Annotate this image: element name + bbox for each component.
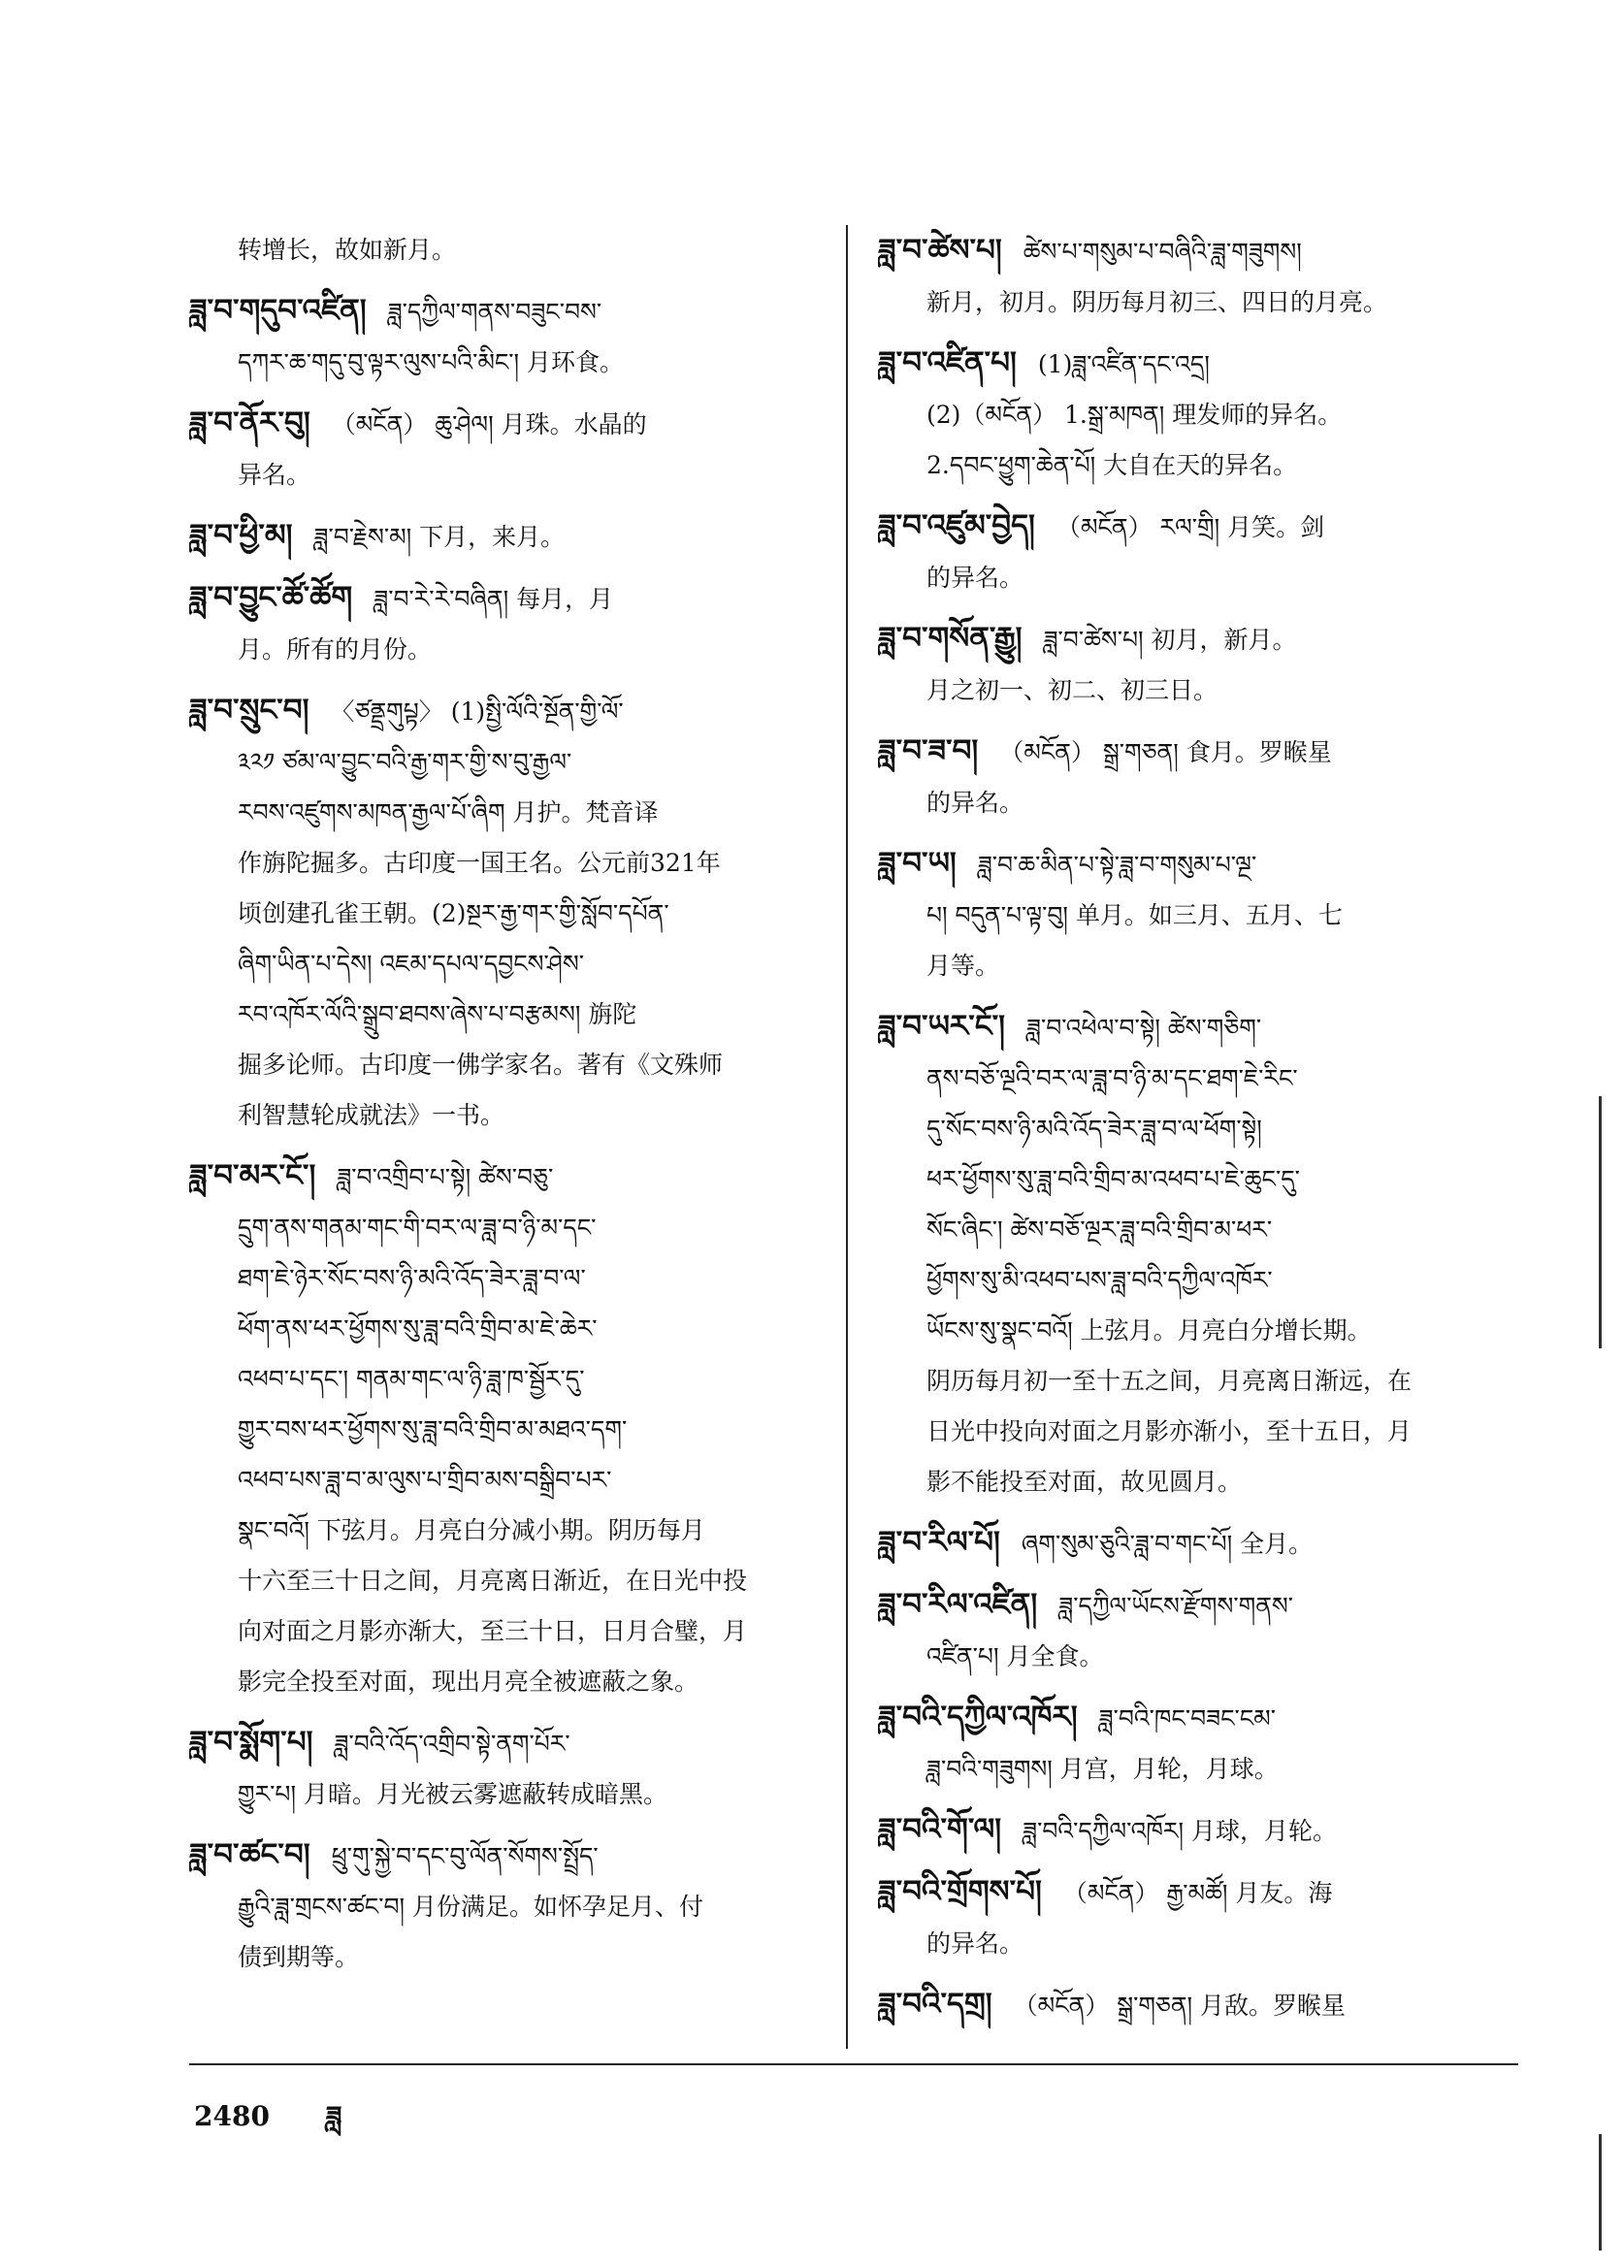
definition-line: 转增长，故如新月。 bbox=[238, 236, 457, 264]
definition-text: ཟླ་བ་འཕེལ་བ་སྟེ། ཚེས་གཅིག་ bbox=[1026, 1014, 1262, 1042]
headword: ཟླ་བ་ཡར་ངོ་། bbox=[878, 1009, 1006, 1044]
definition-line: དུ་སོང་བས་ཉི་མའི་འོད་ཟེར་ཟླ་བ་ལ་ཕོག་སྟེ། bbox=[926, 1115, 1262, 1143]
headword: ཟླ་བ་འཛིན་པ། bbox=[878, 345, 1017, 380]
definition-line: 2.དབང་ཕྱུག་ཆེན་པོ། 大自在天的异名。 bbox=[926, 451, 1298, 479]
definition-text: ཟླ་བ་རེ་རེ་བཞིན། 每月，月 bbox=[374, 585, 614, 613]
definition-line: 掘多论师。古印度一佛学家名。著有《文殊师 bbox=[238, 1051, 724, 1079]
definition-line: 异名。 bbox=[238, 461, 311, 489]
definition-line: 的异名。 bbox=[926, 564, 1024, 592]
column-divider bbox=[846, 225, 848, 2049]
dictionary-entry bbox=[189, 1830, 825, 1983]
definition-text: ཟླ་བའི་འོད་འགྲིབ་སྟེ་ནག་པོར་ bbox=[334, 1730, 570, 1758]
scan-edge-mark bbox=[1599, 2134, 1602, 2251]
footer-rule bbox=[189, 2063, 1518, 2065]
entry-first-line bbox=[189, 572, 825, 625]
definition-line: 月。所有的月份。 bbox=[238, 635, 433, 664]
headword: ཟླ་བ་རིལ་འཛིན། bbox=[878, 1587, 1038, 1622]
definition-text: 〈ཙནྡྲགུཔྟ〉 (1)སྤྱི་ལོའི་སྔོན་གྱི་ལོ་ bbox=[330, 697, 624, 726]
dictionary-entry bbox=[189, 225, 825, 275]
entry-first-line bbox=[878, 726, 1518, 778]
definition-line: ནས་བཅོ་ལྔའི་བར་ལ་ཟླ་བ་ཉི་མ་དང་ཐག་ཇེ་རིང་ bbox=[926, 1064, 1298, 1092]
running-head: ཟླ bbox=[325, 2100, 342, 2132]
definition-text: ཟླ་དཀྱིལ་གནས་བཟུང་བས་ bbox=[387, 298, 602, 326]
entry-first-line bbox=[878, 1692, 1518, 1744]
definition-line: ཡོངས་སུ་སྣང་བའོ། 上弦月。月亮白分增长期。 bbox=[926, 1316, 1372, 1345]
dictionary-entry bbox=[878, 1979, 1518, 2031]
definition-text: (1)ཟླ་འཛིན་དང་འདྲ། bbox=[1037, 350, 1210, 378]
entry-first-line bbox=[878, 1979, 1518, 2031]
dictionary-entry bbox=[189, 1150, 825, 1707]
definition-text: （མངོན） སྒྲ་གཅན། 食月。罗睺星 bbox=[999, 738, 1332, 766]
definition-line: གྱུར་བས་ཕར་ཕྱོགས་སུ་ཟླ་བའི་གྲིབ་མ་མཐའ་དག་ bbox=[238, 1415, 628, 1443]
dictionary-entry bbox=[189, 572, 825, 675]
definition-line: 日光中投向对面之月影亦渐小，至十五日，月 bbox=[926, 1417, 1413, 1445]
entry-first-line bbox=[189, 685, 825, 737]
headword: ཟླ་བའི་དཀྱིལ་འཁོར། bbox=[878, 1700, 1078, 1734]
headword: ཟླ་བ་སྲུང་བ། bbox=[189, 693, 309, 728]
definition-text: ཟླ་བ་འགྲིབ་པ་སྟེ། ཚེས་བཅུ་ bbox=[337, 1163, 554, 1191]
headword: ཟླ་བ་རིལ་པོ། bbox=[878, 1525, 1000, 1560]
definition-line: 向对面之月影亦渐大，至三十日，日月合璧，月 bbox=[238, 1617, 748, 1645]
definition-line: འཕབ་པས་ཟླ་བ་མ་ལུས་པ་གྲིབ་མས་བསྒྲིབ་པར་ bbox=[238, 1466, 612, 1494]
entry-first-line bbox=[878, 613, 1518, 665]
dictionary-entry bbox=[189, 285, 825, 388]
definition-line: ཟླ་བའི་གཟུགས། 月宫，月轮，月球。 bbox=[926, 1755, 1279, 1783]
definition-line: 月之初一、初二、初三日。 bbox=[926, 676, 1218, 704]
headword: ཟླ་བ་ཕྱི་མ། bbox=[189, 518, 293, 553]
right-column bbox=[878, 225, 1518, 2041]
dictionary-entry bbox=[189, 685, 825, 1141]
headword: ཟླ་བ་ཚང་བ། bbox=[189, 1837, 310, 1872]
dictionary-entry bbox=[878, 1517, 1518, 1570]
definition-text: ཟླ་བའི་ཁང་བཟང་ངམ་ bbox=[1098, 1704, 1276, 1733]
dictionary-entry bbox=[878, 1804, 1518, 1857]
dictionary-entry bbox=[878, 1579, 1518, 1682]
headword: ཟླ་བ་ཡ། bbox=[878, 846, 957, 881]
definition-line: 影不能投至对面，故见圆月。 bbox=[926, 1468, 1243, 1496]
dictionary-entry bbox=[878, 338, 1518, 491]
headword: ཟླ་བ་མར་ངོ་། bbox=[189, 1158, 316, 1193]
definition-line: སྣང་བའོ། 下弦月。月亮白分减小期。阴历每月 bbox=[238, 1516, 705, 1544]
definition-line: 的异名。 bbox=[926, 789, 1024, 817]
definition-line: གྱུར་པ། 月暗。月光被云雾遮蔽转成暗黑。 bbox=[238, 1780, 667, 1808]
headword: ཟླ་བ་འཛུམ་བྱེད། bbox=[878, 508, 1035, 543]
definition-line: ཕར་ཕྱོགས་སུ་ཟླ་བའི་གྲིབ་མ་འཕབ་པ་ཇེ་ཆུང་དུ་ bbox=[926, 1165, 1300, 1193]
entry-first-line bbox=[878, 1804, 1518, 1857]
definition-line: ༣༢༡ ཙམ་ལ་བྱུང་བའི་རྒྱ་གར་གྱི་ས་བུ་རྒྱལ་ bbox=[238, 748, 572, 776]
definition-line: 作旃陀掘多。古印度一国王名。公元前321年 bbox=[238, 849, 721, 877]
definition-text: ཟླ་བའི་དཀྱིལ་འཁོར། 月球，月轮。 bbox=[1023, 1817, 1337, 1845]
definition-text: （མངོན） རལ་གྲི། 月笑。剑 bbox=[1056, 513, 1325, 541]
definition-text: ཚེས་པ་གསུམ་པ་བཞིའི་ཟླ་གཟུགས། bbox=[1023, 238, 1302, 266]
definition-text: （མངོན） སྒྲ་གཅན། 月敌。罗睺星 bbox=[1013, 1992, 1347, 2020]
headword: ཟླ་བའི་གོ་ལ། bbox=[878, 1812, 1002, 1847]
dictionary-entry bbox=[878, 225, 1518, 328]
dictionary-entry bbox=[878, 1001, 1518, 1507]
definition-text: ཟླ་དཀྱིལ་ཡོངས་རྫོགས་གནས་ bbox=[1058, 1592, 1294, 1620]
definition-line: 阴历每月初一至十五之间，月亮离日渐远，在 bbox=[926, 1367, 1413, 1395]
headword: ཟླ་བ་གདུབ་འཛིན། bbox=[189, 293, 367, 328]
page-footer bbox=[194, 2086, 388, 2162]
definition-line: སོང་ཞིང་། ཚེས་བཅོ་ལྔར་ཟླ་བའི་གྲིབ་མ་ཕར་ bbox=[926, 1215, 1273, 1244]
left-column bbox=[189, 225, 825, 1993]
definition-line: ཐག་ཇེ་ཉེར་སོང་བས་ཉི་མའི་འོད་ཟེར་ཟླ་བ་ལ་ bbox=[238, 1264, 586, 1292]
definition-text: ཟླ་བ་ཆ་མིན་པ་སྟེ་ཟླ་བ་གསུམ་པ་ལྔ་ bbox=[977, 851, 1257, 879]
dictionary-entry bbox=[878, 1692, 1518, 1795]
definition-line: 顷创建孔雀王朝。(2)སྔར་རྒྱ་གར་གྱི་སློབ་དཔོན་ bbox=[238, 899, 669, 927]
entry-first-line bbox=[189, 1717, 825, 1769]
definition-line: དྲུག་ནས་གནམ་གང་གི་བར་ལ་ཟླ་བ་ཉི་མ་དང་ bbox=[238, 1214, 597, 1242]
headword: ཟླ་བ་ཟ་བ། bbox=[878, 733, 979, 768]
definition-line: འཛིན་པ། 月全食。 bbox=[926, 1642, 1104, 1670]
definition-line: ཕྱོགས་སུ་མི་འཕབ་པས་ཟླ་བའི་དཀྱིལ་འཁོར་ bbox=[926, 1266, 1273, 1294]
definition-line: 债到期等。 bbox=[238, 1943, 360, 1971]
entry-first-line bbox=[878, 1517, 1518, 1570]
definition-line: དཀར་ཆ་གདུ་བུ་ལྟར་ལུས་པའི་མིང་། 月环食。 bbox=[238, 348, 625, 376]
entry-first-line bbox=[189, 398, 825, 450]
definition-line: ཞིག་ཡིན་པ་དེས། འཇམ་དཔལ་དབྱངས་ཤེས་ bbox=[238, 950, 584, 978]
definition-line: 十六至三十日之间，月亮离日渐近，在日光中投 bbox=[238, 1567, 748, 1595]
definition-line: པ། བདུན་པ་ལྟ་བུ། 单月。如三月、五月、七 bbox=[926, 901, 1343, 929]
headword: ཟླ་བ་ནོར་བུ། bbox=[189, 405, 310, 440]
definition-line: 影完全投至对面，现出月亮全被遮蔽之象。 bbox=[238, 1668, 699, 1696]
dictionary-entry bbox=[878, 613, 1518, 716]
headword: ཟླ་བ་བྱུང་ཚོ་ཚོག bbox=[189, 580, 353, 615]
dictionary-entry bbox=[878, 726, 1518, 828]
definition-text: ཕྲུ་གུ་སྐྱེ་བ་དང་བུ་ལོན་སོགས་སྤྲོད་ bbox=[331, 1842, 599, 1870]
dictionary-entry bbox=[189, 1717, 825, 1820]
definition-text: ཞག་སུམ་ཅུའི་ཟླ་བ་གང་པོ། 全月。 bbox=[1021, 1530, 1314, 1558]
definition-line: 新月，初月。阴历每月初三、四日的月亮。 bbox=[926, 288, 1388, 316]
definition-line: འཕབ་པ་དང་། གནམ་གང་ལ་ཉི་ཟླ་ཁ་སྦྱོར་དུ་ bbox=[238, 1365, 585, 1393]
entry-first-line bbox=[189, 510, 825, 563]
headword: ཟླ་བ་སྨོག་པ། bbox=[189, 1725, 313, 1760]
definition-line: 的异名。 bbox=[926, 1929, 1024, 1958]
headword: ཟླ་བའི་དགྲ། bbox=[878, 1987, 992, 2022]
headword: ཟླ་བ་གསོན་རྒྱུ། bbox=[878, 621, 1023, 656]
entry-first-line bbox=[878, 501, 1518, 553]
entry-first-line bbox=[189, 1830, 825, 1882]
definition-line: 月等。 bbox=[926, 952, 1000, 980]
scan-edge-mark bbox=[1599, 1096, 1602, 1348]
dictionary-entry bbox=[878, 501, 1518, 603]
definition-text: （མངོན） ཆུ་ཤེལ། 月珠。水晶的 bbox=[331, 410, 647, 438]
definition-line: ཕོག་ནས་ཕར་ཕྱོགས་སུ་ཟླ་བའི་གྲིབ་མ་ཇེ་ཆེར་ bbox=[238, 1314, 598, 1343]
entry-first-line bbox=[878, 338, 1518, 390]
entry-first-line bbox=[878, 225, 1518, 277]
dictionary-entry bbox=[189, 510, 825, 563]
dictionary-entry bbox=[878, 838, 1518, 991]
definition-text: ཟླ་བ་ཚེས་པ། 初月，新月。 bbox=[1043, 626, 1297, 654]
dictionary-entry bbox=[878, 1866, 1518, 1969]
headword: ཟླ་བའི་གྲོགས་པོ། bbox=[878, 1874, 1042, 1909]
page-number: 2480 bbox=[194, 2100, 270, 2132]
entry-first-line bbox=[878, 1579, 1518, 1632]
entry-first-line bbox=[189, 1150, 825, 1203]
definition-line: རྒྱུའི་ཟླ་གྲངས་ཚང་བ། 月份满足。如怀孕足月、付 bbox=[238, 1893, 703, 1921]
entry-first-line bbox=[878, 1866, 1518, 1919]
definition-text: （མངོན） རྒྱ་མཚོ། 月友。海 bbox=[1062, 1879, 1333, 1907]
definition-line: རབ་འཁོར་ལོའི་སྒྲུབ་ཐབས་ཞེས་པ་བརྩམས། 旃陀 bbox=[238, 1000, 637, 1028]
definition-line: 利智慧轮成就法》一书。 bbox=[238, 1101, 505, 1129]
headword: ཟླ་བ་ཚེས་པ། bbox=[878, 233, 1002, 268]
entry-first-line bbox=[189, 285, 825, 338]
definition-line: (2)（མངོན） 1.སྒྲ་མཁན། 理发师的异名。 bbox=[926, 401, 1343, 429]
definition-text: ཟླ་བ་རྗེས་མ། 下月，来月。 bbox=[313, 523, 566, 551]
dictionary-entry bbox=[189, 398, 825, 501]
entry-first-line bbox=[878, 838, 1518, 891]
entry-first-line bbox=[878, 1001, 1518, 1053]
definition-line: རབས་འཛུགས་མཁན་རྒྱལ་པོ་ཞིག 月护。梵音译 bbox=[238, 798, 659, 826]
